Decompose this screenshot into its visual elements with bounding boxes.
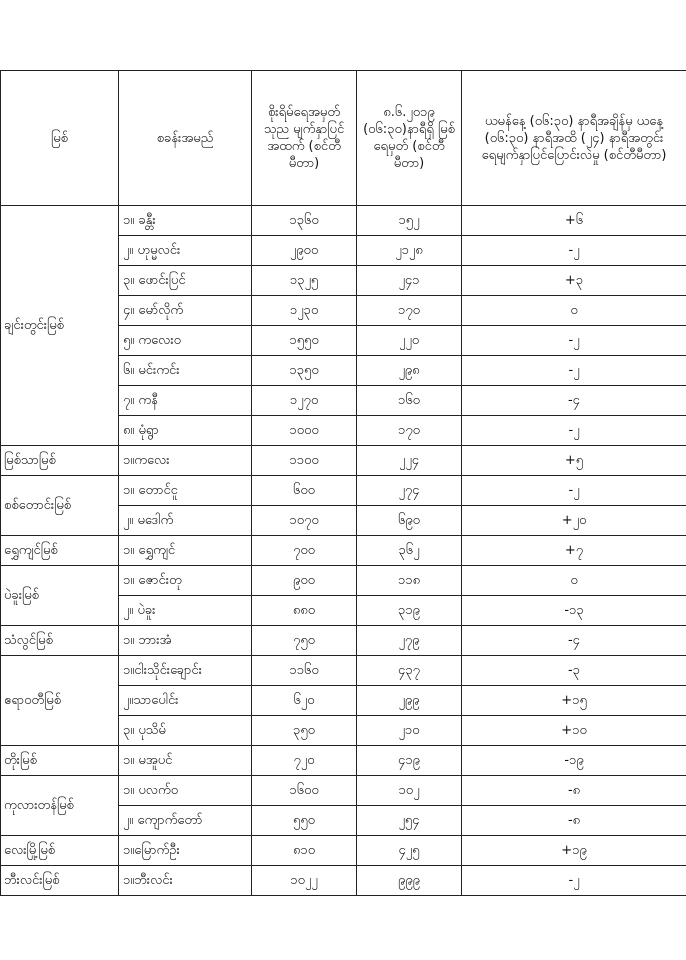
danger-level-cell: ၅၅၀: [252, 806, 357, 836]
table-row: [1, 656, 686, 686]
station-name-cell: ၆။ မင်းကင်း: [119, 356, 252, 386]
station-name-cell: ၇။ ကနီ: [119, 386, 252, 416]
level-change-cell: -၁၉: [462, 746, 686, 776]
current-level-cell: ၂၉၈: [357, 356, 462, 386]
river-name-cell: ကုလားတန်မြစ်: [1, 776, 119, 836]
current-level-cell: ၄၁၉: [357, 746, 462, 776]
table-row: [1, 536, 686, 566]
level-change-cell: +၂၀: [462, 506, 686, 536]
danger-level-cell: ၁၃၂၅: [252, 266, 357, 296]
station-name-cell: ၁။ ခန္တီး: [119, 206, 252, 236]
header-station: စခန်းအမည်: [119, 71, 252, 206]
header-change-24h: ယမန်နေ့ (၀၆:၃၀) နာရီအချိန်မှ ယနေ့ (၀၆:၃၀) နာရီအထိ (၂၄) နာရီအတွင်း ရေမျက်နှာပြင်ပြောင်းလဲမှု (စင်တီမီတာ): [462, 71, 686, 206]
level-change-cell: -၂: [462, 326, 686, 356]
level-change-cell: +၃: [462, 266, 686, 296]
danger-level-cell: ၁၃၅၀: [252, 356, 357, 386]
table-row: [1, 206, 686, 236]
level-change-cell: -၂: [462, 236, 686, 266]
station-name-cell: ၁။ ပလက်ဝ: [119, 776, 252, 806]
current-level-cell: ၁၇၀: [357, 296, 462, 326]
level-change-cell: +၆: [462, 206, 686, 236]
danger-level-cell: ၁၆၀၀: [252, 776, 357, 806]
danger-level-cell: ၁၂၃၀: [252, 296, 357, 326]
river-name-cell: စစ်တောင်းမြစ်: [1, 476, 119, 536]
current-level-cell: ၉၉၉: [357, 866, 462, 896]
current-level-cell: ၃၁၉: [357, 596, 462, 626]
danger-level-cell: ၃၅၀: [252, 716, 357, 746]
danger-level-cell: ၇၂၀: [252, 746, 357, 776]
level-change-cell: -၁၃: [462, 596, 686, 626]
level-change-cell: -၂: [462, 866, 686, 896]
station-name-cell: ၅။ ကလေးဝ: [119, 326, 252, 356]
current-level-cell: ၂၂၀: [357, 326, 462, 356]
level-change-cell: -၂: [462, 356, 686, 386]
current-level-cell: ၁၅၂: [357, 206, 462, 236]
river-name-cell: ရွှေကျင်မြစ်: [1, 536, 119, 566]
level-change-cell: -၄: [462, 626, 686, 656]
level-change-cell: +၇: [462, 536, 686, 566]
river-name-cell: သံလွင်မြစ်: [1, 626, 119, 656]
current-level-cell: ၂၂၄: [357, 446, 462, 476]
level-change-cell: ၀: [462, 566, 686, 596]
station-name-cell: ၁။ ရွှေကျင်: [119, 536, 252, 566]
table-row: [1, 566, 686, 596]
station-name-cell: ၂။ မဒေါက်: [119, 506, 252, 536]
danger-level-cell: ၁၁၆၀: [252, 656, 357, 686]
station-name-cell: ၃။ ပုသိမ်: [119, 716, 252, 746]
current-level-cell: ၄၃၇: [357, 656, 462, 686]
danger-level-cell: ၁၀၂၂: [252, 866, 357, 896]
header-danger-level: စိုးရိမ်ရေအမှတ် သုည မျက်နှာပြင် အထက် (စင်တီမီတာ): [252, 71, 357, 206]
current-level-cell: ၄၂၅: [357, 836, 462, 866]
table-row: [1, 776, 686, 806]
current-level-cell: ၁၀၂: [357, 776, 462, 806]
danger-level-cell: ၁၀၇၀: [252, 506, 357, 536]
current-level-cell: ၁၇၀: [357, 416, 462, 446]
station-name-cell: ၂။ ကျောက်တော်: [119, 806, 252, 836]
danger-level-cell: ၆၀၀: [252, 476, 357, 506]
danger-level-cell: ၈၁၀: [252, 836, 357, 866]
station-name-cell: ၁။ တောင်ငူ: [119, 476, 252, 506]
water-level-table: [0, 70, 686, 896]
current-level-cell: ၂၁၂၈: [357, 236, 462, 266]
current-level-cell: ၁၁၈: [357, 566, 462, 596]
station-name-cell: ၁။ ဇောင်းတု: [119, 566, 252, 596]
station-name-cell: ၄။ မော်လိုက်: [119, 296, 252, 326]
current-level-cell: ၆၉၀: [357, 506, 462, 536]
table-row: [1, 446, 686, 476]
river-name-cell: တိုးမြစ်: [1, 746, 119, 776]
danger-level-cell: ၂၉၀၀: [252, 236, 357, 266]
danger-level-cell: ၉၀၀: [252, 566, 357, 596]
danger-level-cell: ၈၈၀: [252, 596, 357, 626]
table-row: [1, 476, 686, 506]
station-name-cell: ၁။မြောက်ဦး: [119, 836, 252, 866]
river-name-cell: မြစ်သာမြစ်: [1, 446, 119, 476]
table-row: [1, 746, 686, 776]
station-name-cell: ၂။ ဟုမ္မလင်း: [119, 236, 252, 266]
level-change-cell: -၃: [462, 656, 686, 686]
danger-level-cell: ၁၅၅၀: [252, 326, 357, 356]
header-river: မြစ်: [1, 71, 119, 206]
current-level-cell: ၂၅၄: [357, 806, 462, 836]
station-name-cell: ၁။ ဘားအံ: [119, 626, 252, 656]
danger-level-cell: ၁၁၀၀: [252, 446, 357, 476]
station-name-cell: ၃။ ဖောင်းပြင်: [119, 266, 252, 296]
current-level-cell: ၂၇၄: [357, 476, 462, 506]
danger-level-cell: ၁၃၆၀: [252, 206, 357, 236]
table-row: [1, 866, 686, 896]
level-change-cell: ၀: [462, 296, 686, 326]
water-level-table-container: [0, 70, 686, 896]
current-level-cell: ၂၉၉: [357, 686, 462, 716]
river-name-cell: ဘီးလင်းမြစ်: [1, 866, 119, 896]
danger-level-cell: ၆၂၀: [252, 686, 357, 716]
river-name-cell: ဧရာဝတီမြစ်: [1, 656, 119, 746]
station-name-cell: ၂။သာပေါင်း: [119, 686, 252, 716]
river-name-cell: လေးမြို့မြစ်: [1, 836, 119, 866]
station-name-cell: ၁။ငါးသိုင်းချောင်း: [119, 656, 252, 686]
danger-level-cell: ၁၀၀၀: [252, 416, 357, 446]
level-change-cell: -၈: [462, 776, 686, 806]
river-name-cell: ပဲခူးမြစ်: [1, 566, 119, 626]
table-body: [1, 206, 686, 896]
station-name-cell: ၈။ မုံရွာ: [119, 416, 252, 446]
current-level-cell: ၃၆၂: [357, 536, 462, 566]
station-name-cell: ၂။ ပဲခူး: [119, 596, 252, 626]
danger-level-cell: ၇၀၀: [252, 536, 357, 566]
river-name-cell: ချင်းတွင်းမြစ်: [1, 206, 119, 446]
danger-level-cell: ၁၂၇၀: [252, 386, 357, 416]
table-row: [1, 626, 686, 656]
level-change-cell: +၁၉: [462, 836, 686, 866]
level-change-cell: -၈: [462, 806, 686, 836]
level-change-cell: -၂: [462, 476, 686, 506]
header-current-level: ၈.၆.၂၀၁၉ (၀၆:၃၀)နာရီရှိ မြစ်ရေမှတ် (စင်တီမီတာ): [357, 71, 462, 206]
level-change-cell: +၁၅: [462, 686, 686, 716]
level-change-cell: +၅: [462, 446, 686, 476]
header-row: [1, 71, 686, 206]
station-name-cell: ၁။ကလေး: [119, 446, 252, 476]
level-change-cell: +၁၀: [462, 716, 686, 746]
level-change-cell: -၄: [462, 386, 686, 416]
current-level-cell: ၂၇၉: [357, 626, 462, 656]
current-level-cell: ၁၆၀: [357, 386, 462, 416]
station-name-cell: ၁။ မအူပင်: [119, 746, 252, 776]
table-row: [1, 836, 686, 866]
current-level-cell: ၂၄၁: [357, 266, 462, 296]
station-name-cell: ၁။ဘီးလင်း: [119, 866, 252, 896]
danger-level-cell: ၇၅၀: [252, 626, 357, 656]
level-change-cell: -၂: [462, 416, 686, 446]
current-level-cell: ၂၁၀: [357, 716, 462, 746]
